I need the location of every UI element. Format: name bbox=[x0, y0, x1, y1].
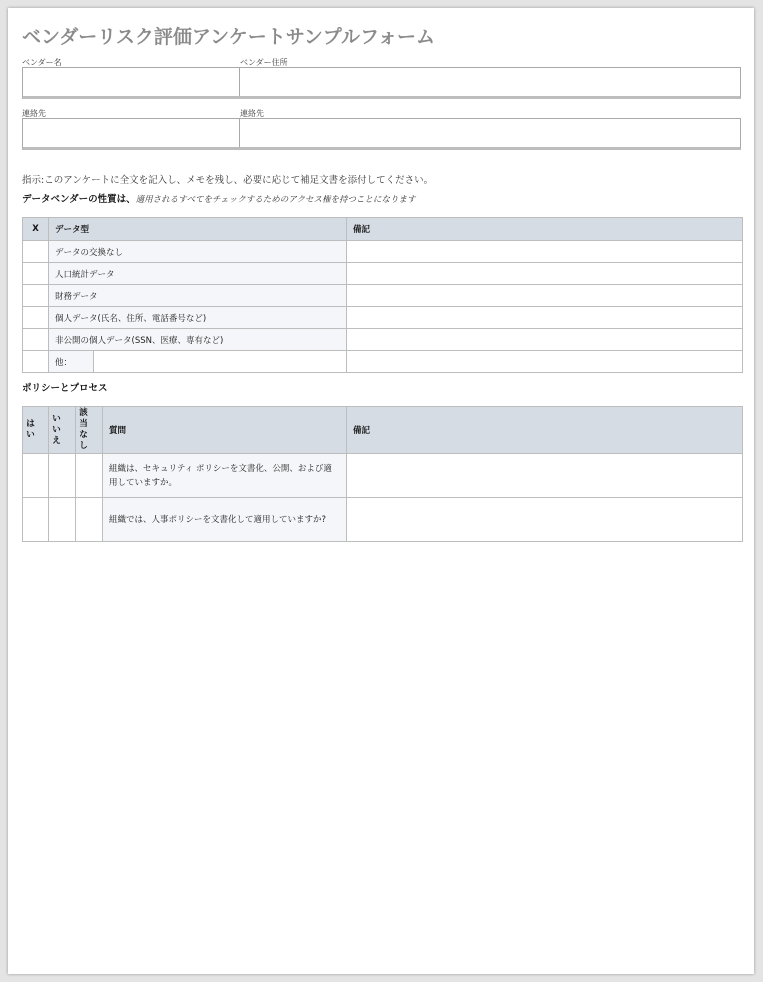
table-header-row bbox=[23, 218, 743, 241]
yes-cell[interactable] bbox=[23, 454, 49, 498]
other-cell bbox=[49, 351, 347, 373]
contact-field-2[interactable] bbox=[240, 119, 740, 147]
other-input[interactable] bbox=[94, 351, 346, 372]
data-section-heading bbox=[22, 191, 415, 205]
contact-field-1[interactable] bbox=[23, 119, 240, 147]
table-row bbox=[23, 307, 743, 329]
data-type-cell: 人口統計データ bbox=[49, 263, 347, 285]
notes-cell[interactable] bbox=[347, 498, 743, 542]
col-header-notes: 備記 bbox=[347, 218, 743, 241]
vendor-name-field[interactable] bbox=[23, 68, 240, 96]
table-row-other bbox=[23, 351, 743, 373]
col-header-no: いいえ bbox=[49, 407, 76, 454]
table-row bbox=[23, 263, 743, 285]
notes-cell[interactable] bbox=[347, 351, 743, 373]
question-cell: 組織は、セキュリティ ポリシーを文書化、公開、および適用していますか。 bbox=[103, 454, 347, 498]
question-cell: 組織では、人事ポリシーを文書化して適用していますか? bbox=[103, 498, 347, 542]
contact-info-row bbox=[22, 118, 741, 150]
checkbox-cell[interactable] bbox=[23, 263, 49, 285]
table-row bbox=[23, 498, 743, 542]
vendor-name-label: ベンダー名 bbox=[22, 58, 62, 67]
checkbox-cell[interactable] bbox=[23, 241, 49, 263]
na-cell[interactable] bbox=[76, 454, 103, 498]
notes-cell[interactable] bbox=[347, 329, 743, 351]
policy-table bbox=[22, 406, 743, 542]
table-row bbox=[23, 241, 743, 263]
notes-cell[interactable] bbox=[347, 263, 743, 285]
no-cell[interactable] bbox=[49, 498, 76, 542]
contact-label-1: 連絡先 bbox=[22, 109, 46, 118]
policy-section-heading: ポリシーとプロセス bbox=[22, 383, 108, 394]
data-section-title: データベンダーの性質は、 bbox=[22, 194, 136, 205]
checkbox-cell[interactable] bbox=[23, 307, 49, 329]
col-header-na: 該当なし bbox=[76, 407, 103, 454]
table-row bbox=[23, 454, 743, 498]
yes-cell[interactable] bbox=[23, 498, 49, 542]
na-cell[interactable] bbox=[76, 498, 103, 542]
document-page bbox=[8, 8, 754, 974]
form-title: ベンダーリスク評価アンケートサンプルフォーム bbox=[22, 26, 436, 48]
data-type-cell: 個人データ(氏名、住所、電話番号など) bbox=[49, 307, 347, 329]
checkbox-cell[interactable] bbox=[23, 351, 49, 373]
no-cell[interactable] bbox=[49, 454, 76, 498]
data-section-note: 適用されるすべてをチェックするためのアクセス権を持つことになります bbox=[135, 195, 416, 205]
notes-cell[interactable] bbox=[347, 285, 743, 307]
contact-label-2: 連絡先 bbox=[240, 109, 264, 118]
table-header-row bbox=[23, 407, 743, 454]
notes-cell[interactable] bbox=[347, 241, 743, 263]
vendor-address-field[interactable] bbox=[240, 68, 740, 96]
checkbox-cell[interactable] bbox=[23, 285, 49, 307]
col-header-yes: はい bbox=[23, 407, 49, 454]
other-label: 他： bbox=[49, 351, 94, 372]
instructions-text: 指示:このアンケートに全文を記入し、メモを残し、必要に応じて補足文書を添付してください。 bbox=[22, 175, 434, 186]
notes-cell[interactable] bbox=[347, 307, 743, 329]
data-type-table bbox=[22, 217, 743, 373]
col-header-question: 質問 bbox=[103, 407, 347, 454]
col-header-notes: 備記 bbox=[347, 407, 743, 454]
notes-cell[interactable] bbox=[347, 454, 743, 498]
checkbox-cell[interactable] bbox=[23, 329, 49, 351]
vendor-address-label: ベンダー住所 bbox=[240, 58, 288, 67]
data-type-cell: 非公開の個人データ(SSN、医療、専有など) bbox=[49, 329, 347, 351]
col-header-x: X bbox=[23, 218, 49, 241]
data-type-cell: データの交換なし bbox=[49, 241, 347, 263]
col-header-data-type: データ型 bbox=[49, 218, 347, 241]
table-row bbox=[23, 329, 743, 351]
table-row bbox=[23, 285, 743, 307]
vendor-info-row bbox=[22, 67, 741, 99]
data-type-cell: 財務データ bbox=[49, 285, 347, 307]
